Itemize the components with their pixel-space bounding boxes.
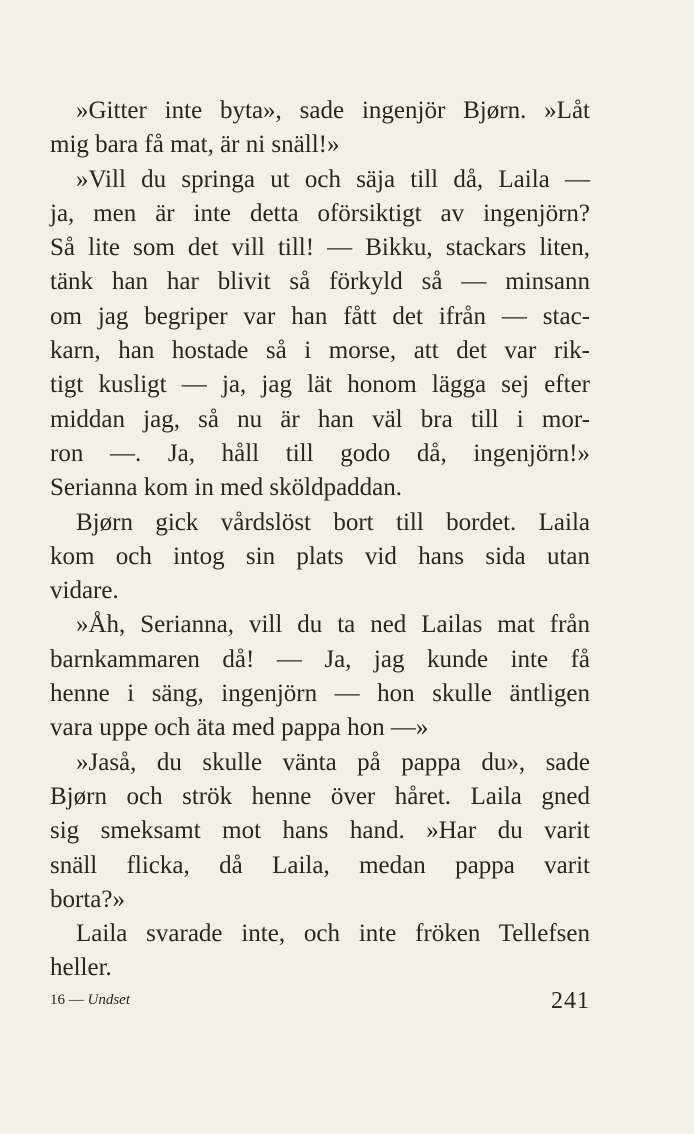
text-line: »Gitter inte byta», sade ingenjör Bjørn. »Låt	[76, 97, 590, 124]
text-line: mig bara få mat, är ni snäll!»	[50, 131, 340, 159]
text-line: Bjørn gick vårdslöst bort till bordet. Laila	[76, 508, 590, 536]
text-line: »Vill du springa ut och säja till då, Laila —	[76, 165, 590, 193]
text-line: vidare.	[50, 577, 119, 605]
text-line: karn, han hostade så i morse, att det var rik-	[50, 337, 590, 365]
text-line: barnkammaren då! — Ja, jag kunde inte få	[50, 645, 590, 673]
text-line: ja, men är inte detta oförsiktigt av ingenjörn?	[50, 199, 590, 227]
page-footer	[50, 988, 590, 1018]
page-number: 241	[551, 988, 590, 1014]
text-line: Bjørn och strök henne över håret. Laila gned	[50, 782, 590, 810]
text-line: Så lite som det vill till! — Bikku, stackars liten,	[50, 234, 590, 262]
text-line: tigt kusligt — ja, jag lät honom lägga sej efter	[50, 371, 590, 399]
text-line: borta?»	[50, 885, 125, 913]
signature-author: Undset	[87, 992, 130, 1008]
text-line: tänk han har blivit så förkyld så — minsann	[50, 268, 590, 296]
text-line: henne i säng, ingenjörn — hon skulle äntligen	[50, 680, 590, 708]
body-text	[50, 94, 590, 986]
text-line: »Jaså, du skulle vänta på pappa du», sade	[76, 748, 590, 776]
text-line: Laila svarade inte, och inte fröken Tellefsen	[76, 920, 590, 948]
text-line: sig smeksamt mot hans hand. »Har du varit	[50, 817, 590, 845]
text-line: snäll flicka, då Laila, medan pappa varit	[50, 851, 590, 879]
text-line: vara uppe och äta med pappa hon —»	[50, 714, 429, 742]
printer-signature	[50, 992, 130, 1009]
text-line: kom och intog sin plats vid hans sida utan	[50, 542, 590, 570]
text-line: Serianna kom in med sköldpaddan.	[50, 474, 403, 502]
text-line: middan jag, så nu är han väl bra till i mor-	[50, 405, 590, 433]
signature-dash: —	[68, 992, 84, 1008]
signature-number: 16	[50, 992, 65, 1008]
text-line: »Åh, Serianna, vill du ta ned Lailas mat från	[76, 611, 590, 639]
text-line: om jag begriper var han fått det ifrån — stac-	[50, 302, 590, 330]
text-line: heller.	[50, 954, 112, 982]
text-line: ron —. Ja, håll till godo då, ingenjörn!»	[50, 439, 590, 467]
